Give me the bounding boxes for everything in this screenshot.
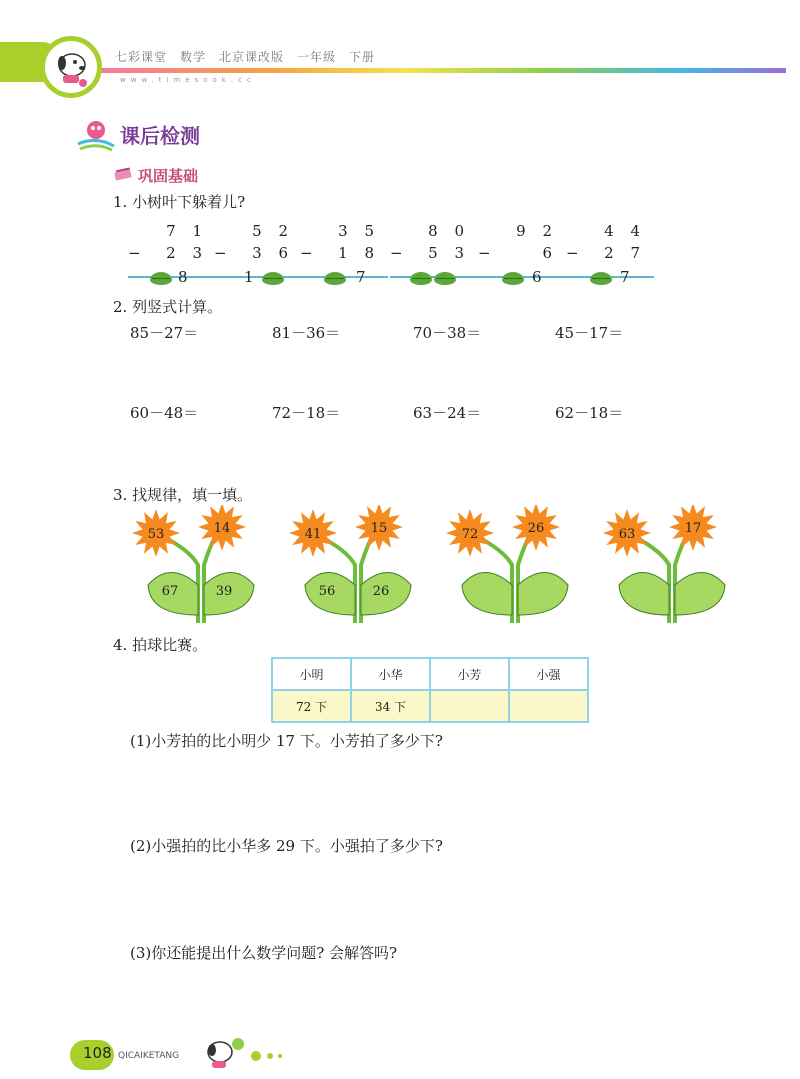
- leaf-left: [619, 573, 669, 616]
- equation: 81－36＝: [272, 324, 341, 342]
- flower-right-number: 26: [527, 521, 545, 536]
- cartoon-bird-icon: [76, 116, 116, 152]
- header-url: www.timesook.cc: [120, 76, 256, 84]
- sum-line: [128, 276, 216, 278]
- table-header-cell: 小强: [509, 658, 588, 690]
- subtrahend: 2 7: [604, 244, 646, 262]
- minus-sign: −: [300, 244, 313, 262]
- result-digit: 7: [620, 268, 630, 286]
- table-cell: [509, 690, 588, 722]
- subtrahend: 5 3: [428, 244, 470, 262]
- page-number: 108: [83, 1044, 112, 1062]
- leaf-icon: [502, 272, 524, 285]
- result-digit: 7: [356, 268, 366, 286]
- question-4-part-3: (3)你还能提出什么数学问题? 会解答吗?: [130, 944, 398, 962]
- flower-right-number: 14: [213, 521, 231, 536]
- question-4-part-1: (1)小芳拍的比小明少 17 下。小芳拍了多少下?: [130, 732, 443, 750]
- subtrahend: 1 8: [338, 244, 380, 262]
- equation: 70－38＝: [413, 324, 482, 342]
- header-mascot-circle: [40, 36, 102, 98]
- flower-left-number: 72: [461, 527, 479, 542]
- question-4-part-2: (2)小强拍的比小华多 29 下。小强拍了多少下?: [130, 837, 443, 855]
- section-title: 课后检测: [120, 124, 200, 148]
- question-2-title: 2. 列竖式计算。: [113, 298, 223, 316]
- equation: 62－18＝: [555, 404, 624, 422]
- page-number-badge: [70, 1040, 114, 1070]
- table-header-cell: 小明: [272, 658, 351, 690]
- flower-plant: [289, 505, 411, 623]
- minuend: 5 2: [252, 222, 294, 240]
- question-4-title: 4. 拍球比赛。: [113, 636, 208, 654]
- result-digit: 6: [532, 268, 542, 286]
- leaf-icon: [150, 272, 172, 285]
- leaf-icon: [434, 272, 456, 285]
- subtrahend: 3 6: [252, 244, 294, 262]
- flower-right-number: 15: [370, 521, 388, 536]
- flower-right-number: 17: [684, 521, 702, 536]
- score-table: [271, 657, 589, 723]
- equation: 45－17＝: [555, 324, 624, 342]
- leaf-right-number: 39: [215, 584, 233, 599]
- leaf-left-number: 56: [318, 584, 336, 599]
- header-rainbow-line: [96, 68, 786, 73]
- subtrahend: 2 3: [166, 244, 208, 262]
- table-header-cell: 小华: [351, 658, 430, 690]
- minus-sign: −: [390, 244, 403, 262]
- equation: 85－27＝: [130, 324, 199, 342]
- table-row: [272, 690, 588, 722]
- dog-mascot-icon: [45, 41, 97, 93]
- flower-left-number: 53: [147, 527, 165, 542]
- flower-plants-figure: [120, 505, 740, 625]
- result-digit: 8: [178, 268, 188, 286]
- minuend: 7 1: [166, 222, 208, 240]
- flower-left-number: 41: [304, 527, 322, 542]
- footer-mascot-icon: [198, 1034, 298, 1074]
- equation: 60－48＝: [130, 404, 199, 422]
- flower-left-number: 63: [618, 527, 636, 542]
- equation: 63－24＝: [413, 404, 482, 422]
- table-cell: [430, 690, 509, 722]
- sum-line: [214, 276, 302, 278]
- header-title: 七彩课堂 数学 北京课改版 一年级 下册: [115, 50, 376, 64]
- flower-plant: [446, 505, 568, 623]
- minuend: 9 2: [516, 222, 558, 240]
- table-cell: 34 下: [351, 690, 430, 722]
- leaf-right-number: 26: [372, 584, 390, 599]
- result-digit: 1: [244, 268, 254, 286]
- pencil-book-icon: [114, 166, 134, 182]
- leaf-left: [462, 573, 512, 616]
- equation: 72－18＝: [272, 404, 341, 422]
- question-3-title: 3. 找规律，填一填。: [113, 486, 253, 504]
- minus-sign: −: [214, 244, 227, 262]
- leaf-icon: [324, 272, 346, 285]
- table-header-row: [272, 658, 588, 690]
- leaf-right: [518, 573, 568, 616]
- leaf-left-number: 67: [161, 584, 179, 599]
- minus-sign: −: [566, 244, 579, 262]
- table-cell: 72 下: [272, 690, 351, 722]
- leaf-icon: [410, 272, 432, 285]
- leaf-icon: [262, 272, 284, 285]
- leaf-icon: [590, 272, 612, 285]
- footer-brand: QICAIKETANG: [118, 1051, 180, 1061]
- subtrahend: 6: [542, 244, 558, 262]
- flower-plant: [132, 505, 254, 623]
- minuend: 3 5: [338, 222, 380, 240]
- flower-plant: [603, 505, 725, 623]
- leaf-right: [675, 573, 725, 616]
- question-1-title: 1. 小树叶下躲着儿?: [113, 193, 246, 211]
- subsection-title: 巩固基础: [138, 167, 199, 185]
- minus-sign: −: [128, 244, 141, 262]
- table-header-cell: 小芳: [430, 658, 509, 690]
- minuend: 8 0: [428, 222, 470, 240]
- minus-sign: −: [478, 244, 491, 262]
- minuend: 4 4: [604, 222, 646, 240]
